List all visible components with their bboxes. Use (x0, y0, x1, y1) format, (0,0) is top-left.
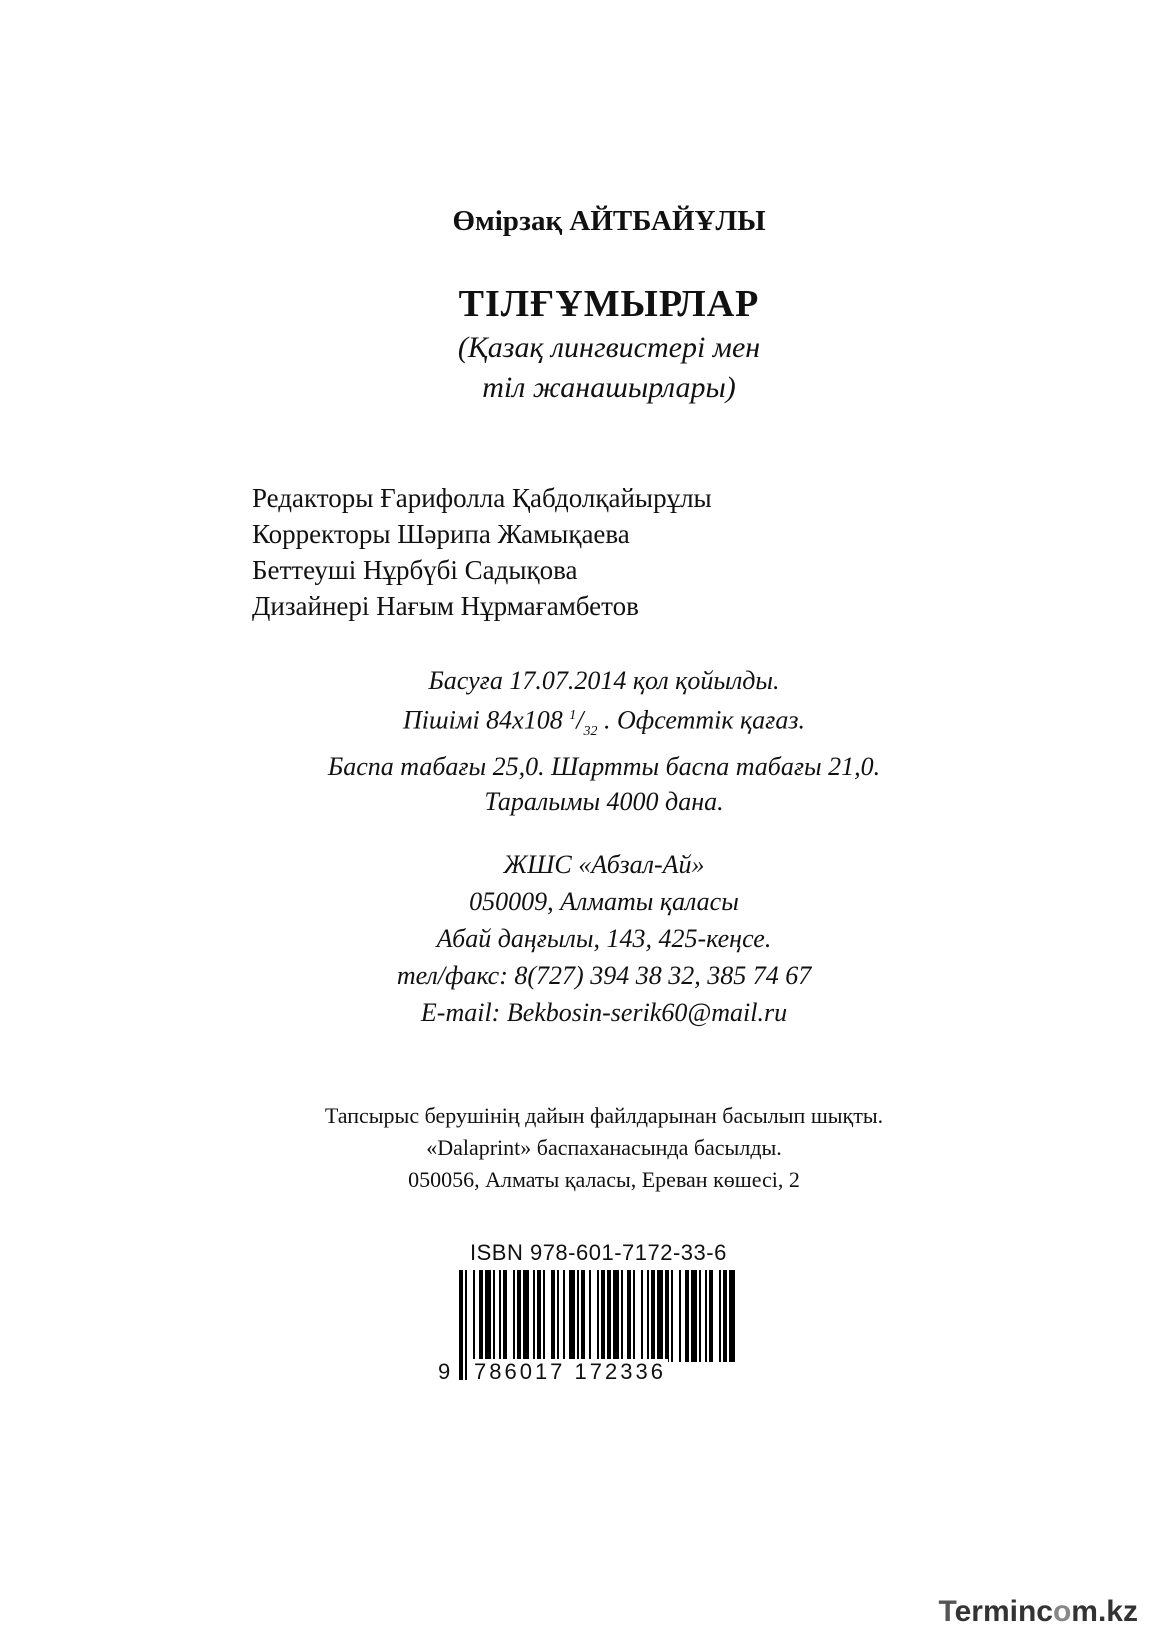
barcode-bar (493, 1270, 495, 1362)
barcode-bar (607, 1270, 611, 1362)
subtitle-line: тіл жанашырлары) (482, 371, 736, 404)
barcode-bar (479, 1270, 483, 1362)
barcode-bar (503, 1270, 507, 1362)
publisher-name: ЖШС «Абзал-Ай» (503, 850, 705, 879)
printer-line: Тапсырыс берушінің дайын файлдарынан басылып шықты. (324, 1103, 884, 1128)
print-run: Таралымы 4000 дана. (484, 786, 724, 816)
barcode-first-digit: 9 (438, 1359, 451, 1384)
barcode-bar (719, 1270, 721, 1362)
barcode-bar (577, 1270, 579, 1362)
watermark-letter: c (1036, 1595, 1053, 1628)
format-line: Пішімі 84х108 $^1/_{32}$ . Офсеттік қағаз. (403, 705, 805, 739)
staff-credits (252, 480, 712, 624)
barcode-bar (485, 1270, 491, 1362)
sheets-line: Баспа табағы 25,0. Шартты баспа табағы 21,0. (327, 751, 881, 781)
subtitle-line: (Қазақ лингвистері мен (457, 331, 761, 364)
barcode-bar (563, 1270, 565, 1362)
watermark-logo (938, 1595, 1138, 1629)
format-denominator: 32 (583, 723, 598, 739)
barcode-digits: 786017 172336 (474, 1359, 666, 1384)
watermark-letter: m.kz (1071, 1595, 1138, 1628)
publisher-city: 050009, Алматы қаласы (469, 887, 739, 916)
watermark-letter: T (938, 1595, 955, 1628)
barcode-bar (627, 1270, 631, 1362)
barcode-bar (641, 1270, 643, 1362)
barcode-bar (499, 1270, 501, 1362)
format-suffix: . Офсеттік қағаз. (603, 705, 805, 735)
barcode-bar (533, 1270, 535, 1362)
barcode-bar (709, 1270, 713, 1362)
format-prefix: Пішімі 84х108 (403, 705, 563, 735)
barcode-bar (557, 1270, 559, 1362)
barcode-bar (671, 1270, 673, 1362)
publisher-address: Абай даңғылы, 143, 425-кеңсе. (436, 924, 772, 953)
designer-credit: Дизайнері Нағым Нұрмағамбетов (252, 591, 639, 621)
barcode-bar (569, 1270, 575, 1362)
barcode-bar (543, 1270, 545, 1362)
book-subtitle (0, 328, 1158, 408)
watermark-letter: o (1052, 1595, 1072, 1628)
barcode-bar (613, 1270, 619, 1362)
barcode-bar (523, 1270, 529, 1362)
layout-credit: Беттеуші Нұрбүбі Садықова (252, 555, 578, 585)
barcode-bar (537, 1270, 541, 1362)
barcode-bar (513, 1270, 515, 1362)
barcode-bar (723, 1270, 727, 1362)
barcode-bar (465, 1270, 467, 1380)
printer-line: «Dalaprint» баспаханасында басылды. (426, 1135, 782, 1160)
barcode-bar (705, 1270, 707, 1362)
barcode-bar (651, 1270, 655, 1362)
barcode-bar (699, 1270, 701, 1362)
barcode-bar (459, 1270, 463, 1380)
barcode-bar (473, 1270, 475, 1362)
watermark-letter: ermin (954, 1595, 1037, 1628)
barcode-bar (729, 1270, 735, 1362)
barcode-bar (589, 1270, 591, 1362)
barcode-bar (657, 1270, 663, 1362)
barcode-bar (517, 1270, 521, 1362)
barcode-bar (551, 1270, 555, 1362)
barcode-bar (647, 1270, 649, 1362)
barcode-bar (665, 1270, 669, 1362)
printer-block (0, 1100, 1158, 1196)
printer-line: 050056, Алматы қаласы, Ереван көшесі, 2 (408, 1167, 800, 1192)
publisher-email: E-mail: Bekbosin-serik60@mail.ru (420, 998, 788, 1027)
proofreader-credit: Корректоры Шәрипа Жамықаева (252, 519, 630, 549)
barcode-bar (581, 1270, 585, 1362)
barcode-bar (633, 1270, 635, 1362)
barcode-bar (685, 1270, 689, 1362)
book-title: ТІЛҒҰМЫРЛАР (458, 283, 760, 325)
editor-credit: Редакторы Ғарифолла Қабдолқайырұлы (252, 483, 712, 513)
barcode-bar (691, 1270, 697, 1362)
publisher-phone: тел/факс: 8(727) 394 38 32, 385 74 67 (396, 961, 812, 990)
author-name: Өмірзақ АЙТБАЙҰЛЫ (452, 205, 766, 237)
isbn-label: ISBN 978-601-7172-33-6 (470, 1240, 727, 1265)
publisher-block (0, 846, 1158, 1031)
signed-date: Басуға 17.07.2014 қол қойылды. (428, 666, 780, 695)
print-info (0, 663, 1158, 819)
barcode-bar (679, 1270, 681, 1362)
format-numerator: 1 (569, 708, 577, 723)
barcode-bar (621, 1270, 623, 1362)
